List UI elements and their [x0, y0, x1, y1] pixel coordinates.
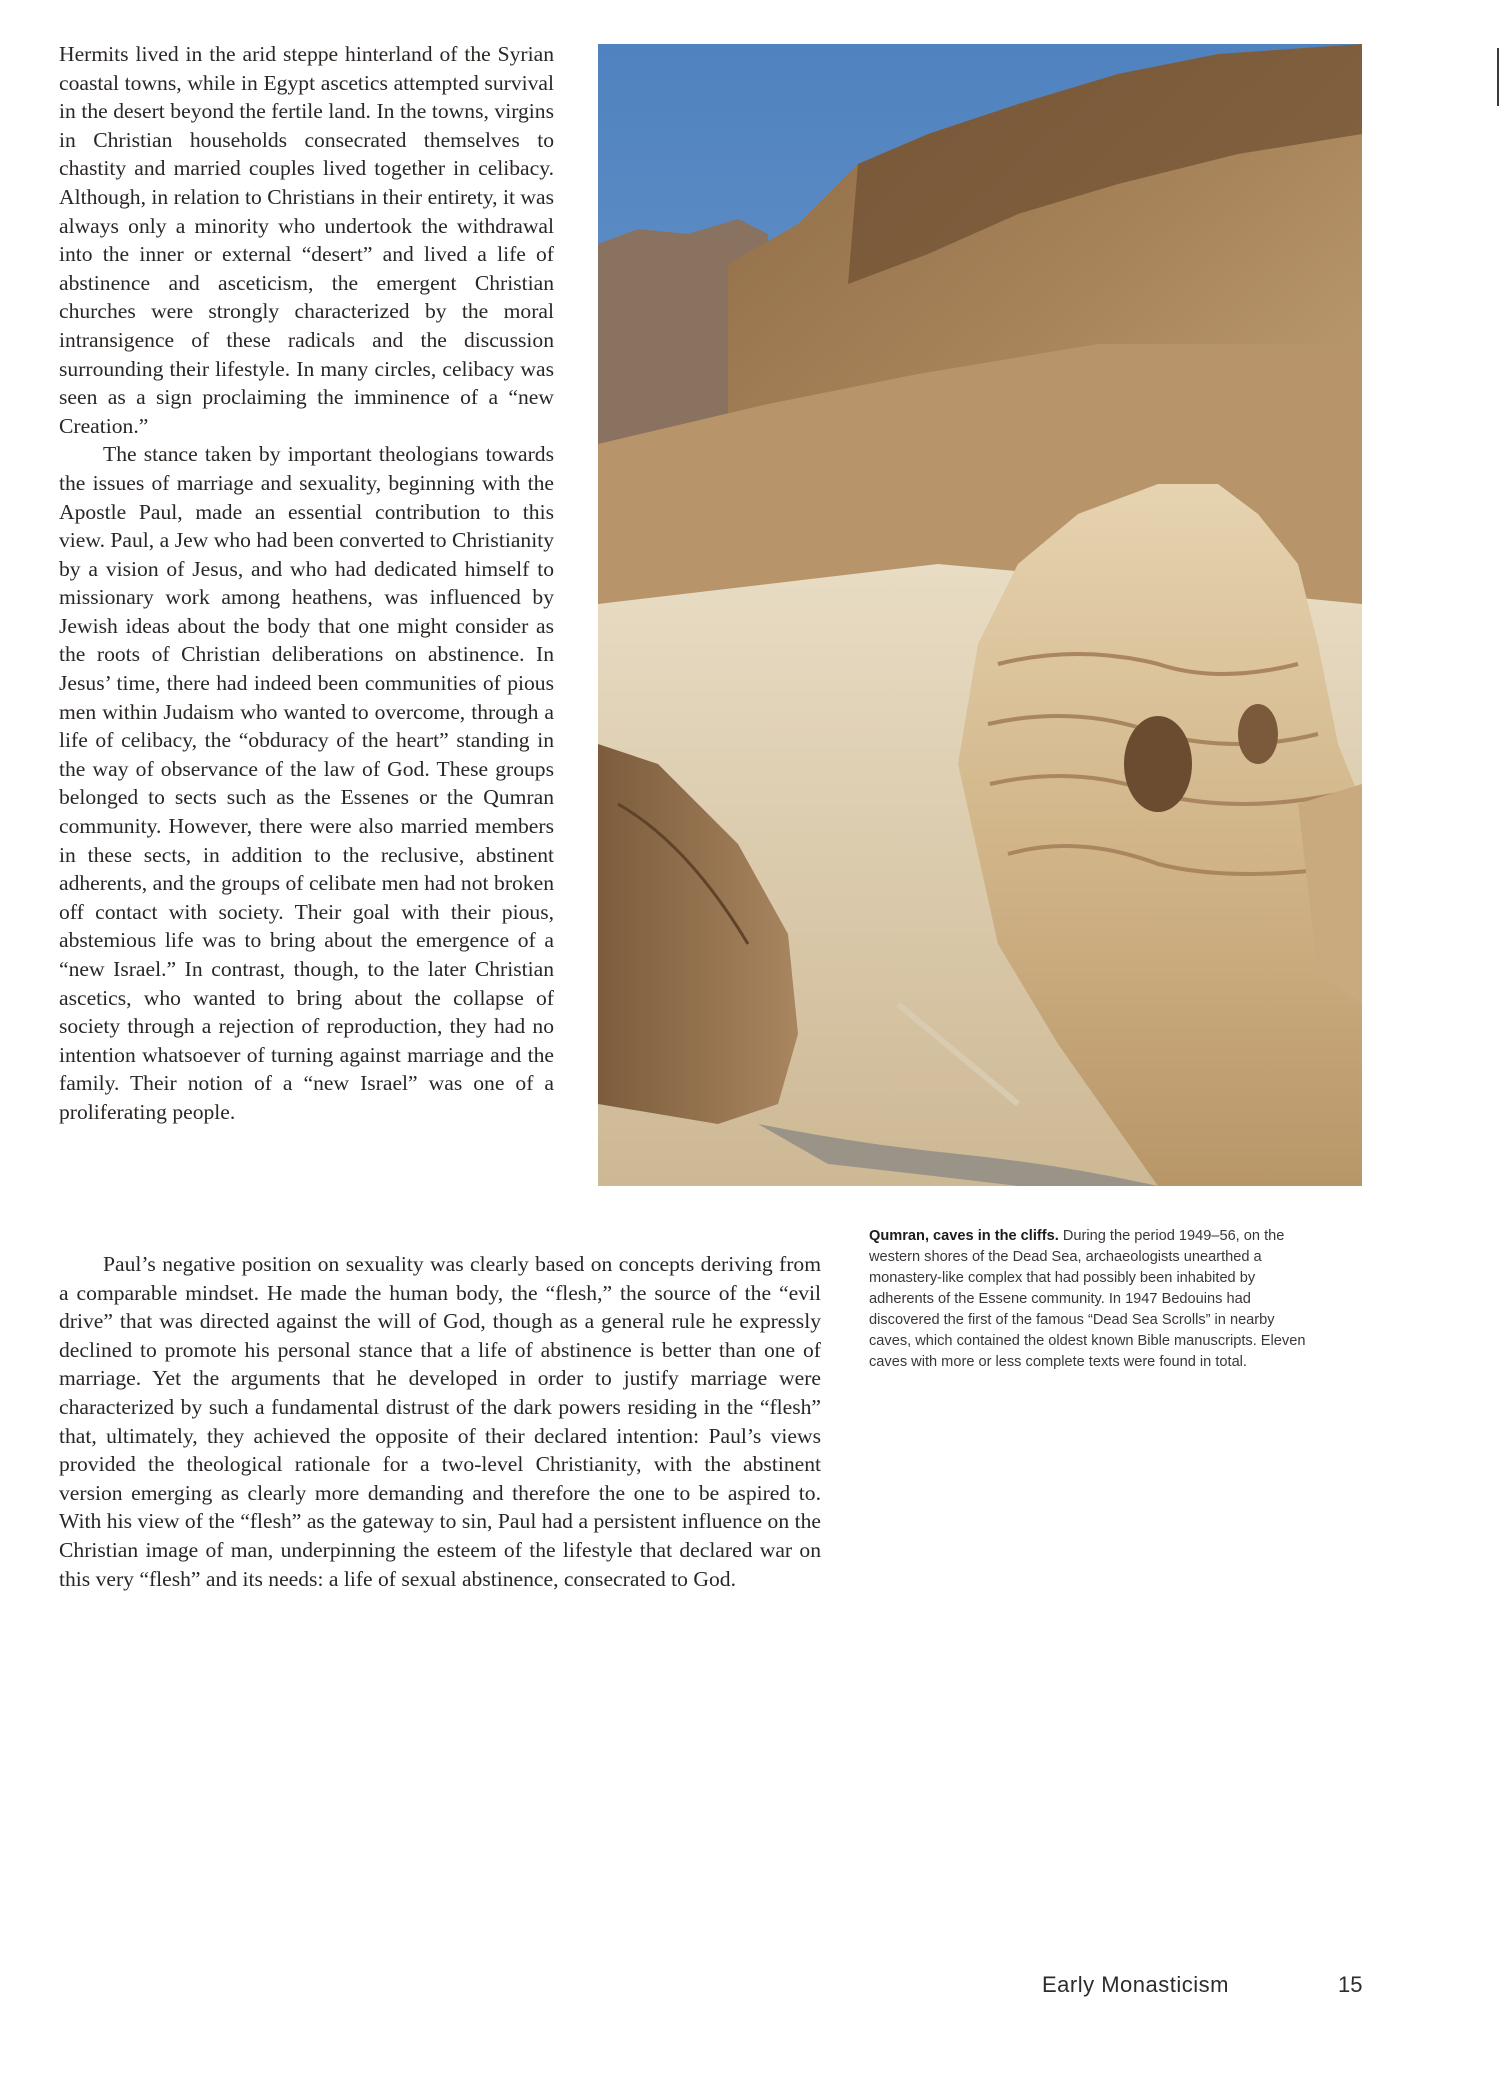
paragraph-3: Paul’s negative position on sexuality was clearly based on concepts deriving from a comparable mindset. He made the human body, the “flesh,” the source of the “evil drive” that was directed against the will of God, though as a general rule he expressly declined to promote his personal stance that a life of abstinence is better than one of marriage. Yet the arguments that he developed in order to justify marriage were characterized by such a fundamental distrust of the dark powers residing in the “flesh” that, ultimately, they achieved the opposite of their declared intention: Paul’s views provided the theological rationale for a two-level Christianity, with the abstinent version emerging as clearly more demanding and therefore the one to be aspired to. With his view of the “flesh” as the gateway to sin, Paul had a persistent influence on the Christian image of man, underpinning the esteem of the lifestyle that declared war on this very “flesh” and its needs: a life of sexual abstinence, consecrated to God. [59, 1252, 821, 1591]
paragraph-1: Hermits lived in the arid steppe hinterland of the Syrian coastal towns, while in Egypt ascetics attempted survival in the desert beyond the fertile land. In the towns, virgins in Christian households consecrated themselves to chastity and married couples lived together in celibacy. Although, in relation to Christians in their entirety, it was always only a minority who undertook the withdrawal into the inner or external “desert” and lived a life of abstinence and asceticism, the emergent Christian churches were strongly characterized by the moral intransigence of these radicals and the discussion surrounding their lifestyle. In many circles, celibacy was seen as a sign proclaiming the imminence of a “new Creation.” [59, 42, 554, 438]
figure-caption [869, 1226, 1307, 1373]
body-column-left [59, 40, 554, 1127]
page-number: 15 [1338, 1972, 1363, 1997]
running-footer-title: Early Monasticism [1042, 1972, 1229, 1997]
caption-title: Qumran, caves in the cliffs. [869, 1228, 1059, 1244]
caption-text: During the period 1949–56, on the western shores of the Dead Sea, archaeologists unearthed a monastery-like complex that had possibly been inhabited by adherents of the Essene community. In 1947 Bedouins had discovered the first of the famous “Dead Sea Scrolls” in nearby caves, which contained the oldest known Bible manuscripts. Eleven caves with more or less complete texts were found in total. [869, 1228, 1306, 1370]
paragraph-2: The stance taken by important theologians towards the issues of marriage and sexuality, beginning with the Apostle Paul, made an essential contribution to this view. Paul, a Jew who had been converted to Christianity by a vision of Jesus, and who had dedicated himself to missionary work among heathens, was influenced by Jewish ideas about the body that one might consider as the roots of Christian deliberations on abstinence. In Jesus’ time, there had indeed been communities of pious men within Judaism who wanted to overcome, through a life of celibacy, the “obduracy of the heart” standing in the way of observance of the law of God. These groups belonged to sects such as the Essenes or the Qumran community. However, there were also married members in these sects, in addition to the reclusive, abstinent adherents, and the groups of celibate men had not broken off contact with society. Their goal with their pious, abstemious life was to bring about the emergence of a “new Israel.” In contrast, though, to the later Christian ascetics, who wanted to bring about the collapse of society through a rejection of reproduction, they had no intention whatsoever of turning against marriage and the family. Their notion of a “new Israel” was one of a proliferating people. [59, 442, 554, 1124]
qumran-caves-photo [598, 44, 1362, 1186]
page-edge-mark [1497, 48, 1499, 106]
body-column-wide [59, 1250, 821, 1593]
